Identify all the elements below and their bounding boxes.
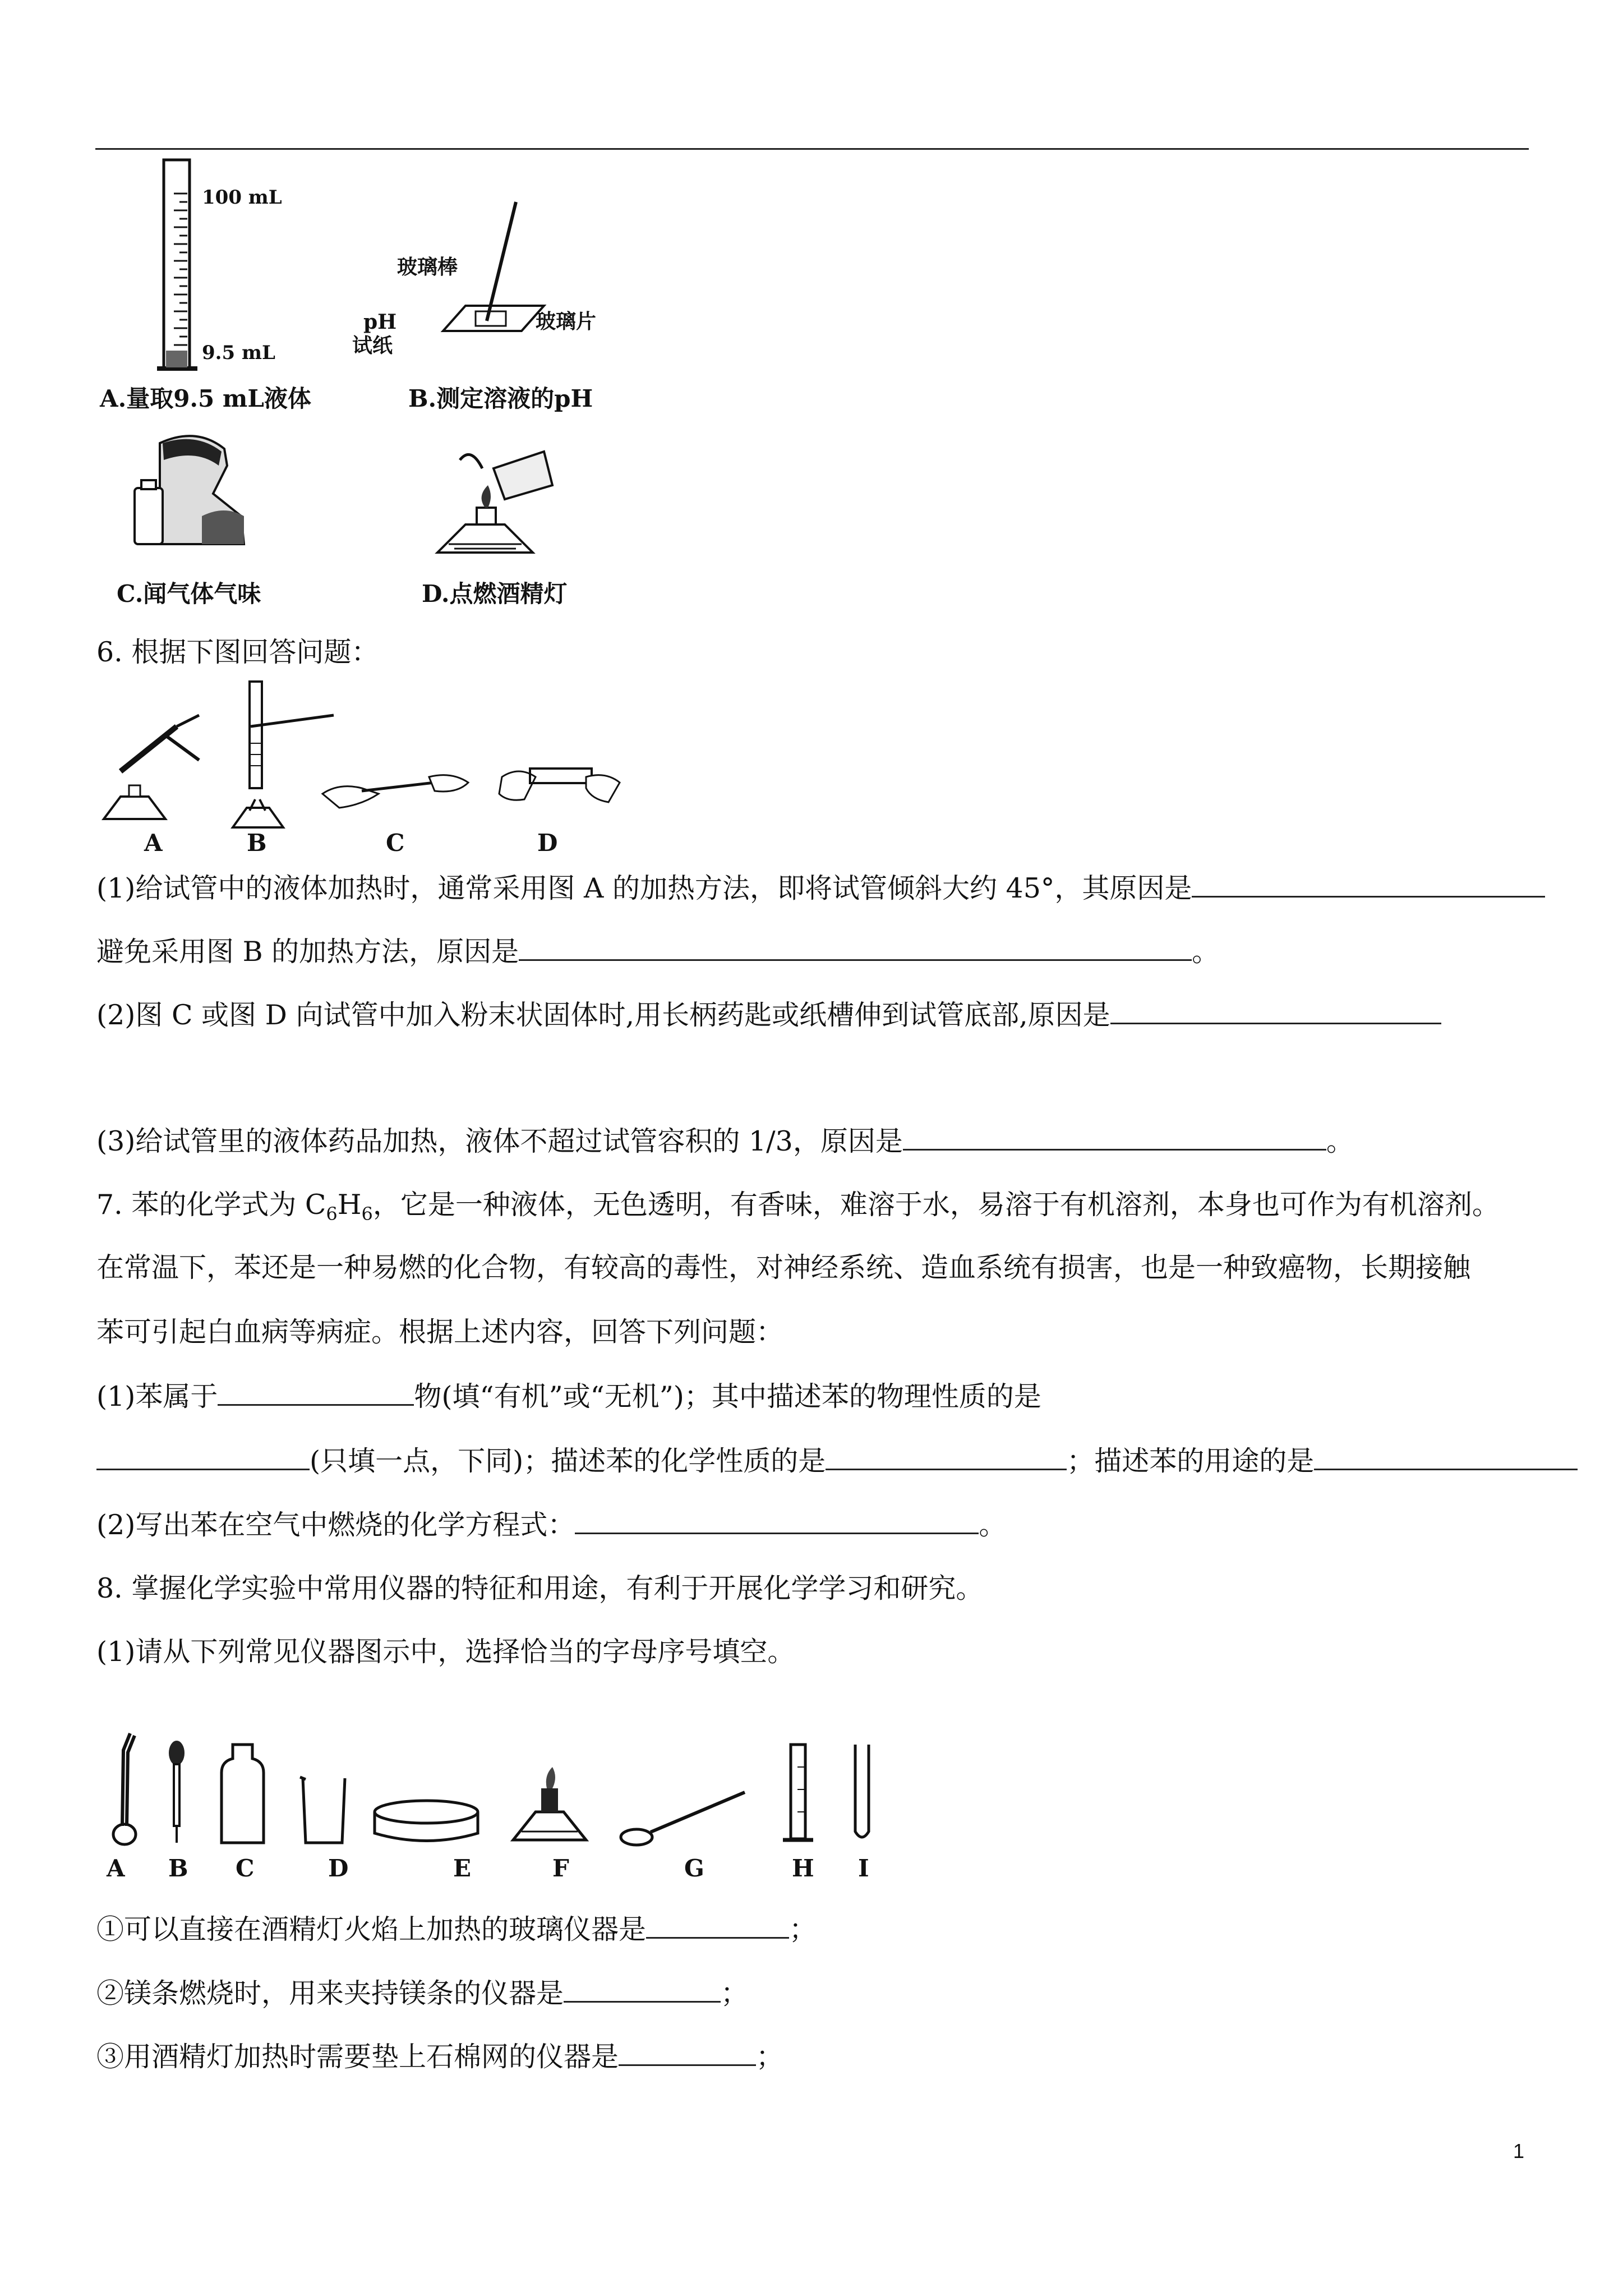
header-rule — [95, 148, 1529, 150]
q8-sub2-blank[interactable] — [564, 1978, 721, 2003]
q8-label-i: I — [858, 1855, 869, 1882]
q6-part1b-text: 避免采用图 B 的加热方法，原因是 — [96, 936, 519, 968]
q7-line2: 在常温下，苯还是一种易燃的化合物，有较高的毒性，对神经系统、造血系统有损害，也是一种致癌物，长期接触 — [96, 1251, 1471, 1283]
q6-title: 6. 根据下图回答问题： — [96, 636, 379, 668]
q7-organic-blank[interactable] — [218, 1382, 414, 1406]
q6-part3-line — [96, 1126, 1354, 1155]
q7-line3: 苯可引起白血病等病症。根据上述内容，回答下列问题： — [96, 1316, 784, 1348]
q7-part2-line — [96, 1510, 1006, 1539]
q7-part1a-pre: (1)苯属于 — [96, 1381, 218, 1412]
q7-subscript-1: 6 — [326, 1203, 338, 1225]
q7-use-blank[interactable] — [1314, 1446, 1578, 1470]
q8-sub1-blank[interactable] — [646, 1915, 789, 1939]
instrument-i-tube — [855, 1745, 869, 1837]
q6-fig-label-d: D — [537, 829, 558, 857]
instrument-f-lamp — [513, 1767, 586, 1840]
q6-part1b-end: 。 — [1192, 936, 1220, 968]
q6-part1-blank[interactable] — [1192, 873, 1545, 898]
q7-part1b-mid1: (只填一点，下同)；描述苯的化学性质的是 — [310, 1445, 826, 1477]
cylinder-top-label: 100 mL — [202, 186, 282, 209]
q7-part1a-post: 物(填“有机”或“无机”)；其中描述苯的物理性质的是 — [414, 1381, 1041, 1412]
q8-label-a: A — [107, 1855, 125, 1882]
q8-sub1-line — [96, 1915, 817, 1943]
q8-part1-text: (1)请从下列常见仪器图示中，选择恰当的字母序号填空。 — [96, 1636, 795, 1668]
q6-fig-c — [322, 775, 468, 808]
q7-equation-blank[interactable] — [575, 1510, 979, 1534]
option-c-caption: C.闻气体气味 — [117, 580, 261, 608]
q6-part2-line — [96, 1000, 1441, 1029]
q7-part2-text: (2)写出苯在空气中燃烧的化学方程式： — [96, 1509, 575, 1541]
q8-sub2-text: ②镁条燃烧时，用来夹持镁条的仪器是 — [96, 1977, 564, 2009]
q6-part1b-blank[interactable] — [519, 937, 1192, 961]
q8-sub3-blank[interactable] — [619, 2042, 756, 2066]
option-d-caption: D.点燃酒精灯 — [422, 580, 568, 608]
q8-label-d: D — [328, 1855, 349, 1882]
q7-line1 — [96, 1191, 1500, 1223]
q6-fig-d — [499, 769, 620, 802]
q8-sub3-line — [96, 2041, 784, 2073]
light-lamp-figure — [432, 446, 566, 575]
instrument-g-spoon — [621, 1792, 745, 1845]
q6-fig-a — [104, 715, 199, 819]
instrument-d-beaker — [300, 1777, 345, 1843]
q8-label-e: E — [453, 1855, 472, 1882]
q7-part1b-mid2: ；描述苯的用途的是 — [1067, 1445, 1315, 1477]
q7-part1b-line — [96, 1446, 1578, 1475]
q8-sub3-semicolon: ； — [756, 2041, 784, 2073]
q6-fig-label-c: C — [386, 829, 405, 857]
ph-label: pH — [363, 310, 397, 334]
q6-part3-text: (3)给试管里的液体药品加热，液体不超过试管容积的 1/3，原因是 — [96, 1125, 903, 1157]
q8-label-c: C — [236, 1855, 255, 1882]
q8-label-g: G — [684, 1855, 704, 1882]
q8-sub3-text: ③用酒精灯加热时需要垫上石棉网的仪器是 — [96, 2041, 619, 2073]
instrument-a-tongs — [113, 1733, 136, 1844]
q8-title: 8. 掌握化学实验中常用仪器的特征和用途，有利于开展化学学习和研究。 — [96, 1572, 984, 1604]
q8-label-b: B — [168, 1855, 188, 1882]
q6-fig-b — [233, 682, 334, 827]
q8-sub1-text: ①可以直接在酒精灯火焰上加热的玻璃仪器是 — [96, 1913, 647, 1945]
option-b-caption: B.测定溶液的pH — [408, 385, 593, 412]
test-paper-label: 试纸 — [352, 334, 393, 357]
q6-part2-text: (2)图 C 或图 D 向试管中加入粉末状固体时,用长柄药匙或纸槽伸到试管底部,原因是 — [96, 999, 1110, 1031]
page-number: 1 — [1513, 2139, 1525, 2162]
q7-line1-part-a: 7. 苯的化学式为 C — [96, 1189, 326, 1221]
q7-physical-blank[interactable] — [96, 1446, 310, 1470]
instrument-e-dish — [375, 1801, 478, 1841]
q7-chemical-blank[interactable] — [826, 1446, 1067, 1470]
q8-label-h: H — [792, 1855, 814, 1882]
q8-sub2-line — [96, 1978, 748, 2007]
q8-instruments-figure — [90, 1728, 897, 1851]
q6-part3-blank[interactable] — [903, 1126, 1326, 1151]
q6-part2-blank[interactable] — [1110, 1000, 1441, 1024]
smell-gas-figure — [129, 432, 247, 561]
option-a-caption: A.量取9.5 mL液体 — [100, 385, 311, 412]
q8-sub1-semicolon: ； — [789, 1913, 817, 1945]
q8-label-f: F — [552, 1855, 569, 1882]
instrument-h-cylinder — [783, 1745, 813, 1840]
q7-line1-part-c: ，它是一种液体，无色透明，有香味，难溶于水，易溶于有机溶剂，本身也可作为有机溶剂。 — [372, 1189, 1500, 1221]
cylinder-bottom-label: 9.5 mL — [202, 342, 275, 364]
q7-part1a-line — [96, 1382, 1041, 1410]
instrument-c-bottle — [222, 1745, 264, 1843]
glass-slide-label: 玻璃片 — [536, 310, 597, 333]
q7-line1-part-b: H — [337, 1189, 362, 1221]
q6-part1-text: (1)给试管中的液体加热时，通常采用图 A 的加热方法，即将试管倾斜大约 45°，其原因是 — [96, 872, 1192, 904]
q6-part1b-line — [96, 936, 1220, 968]
q7-part2-end: 。 — [979, 1509, 1007, 1541]
q8-sub2-semicolon: ； — [721, 1977, 749, 2009]
q6-part3-end: 。 — [1326, 1125, 1354, 1157]
q6-fig-label-b: B — [247, 829, 267, 857]
instrument-b-dropper — [169, 1741, 185, 1843]
q6-fig-label-a: A — [144, 829, 163, 857]
glass-rod-label: 玻璃棒 — [397, 255, 458, 279]
q6-figure — [98, 682, 637, 844]
q6-part1-line — [96, 873, 1545, 902]
q7-subscript-2: 6 — [361, 1203, 373, 1225]
